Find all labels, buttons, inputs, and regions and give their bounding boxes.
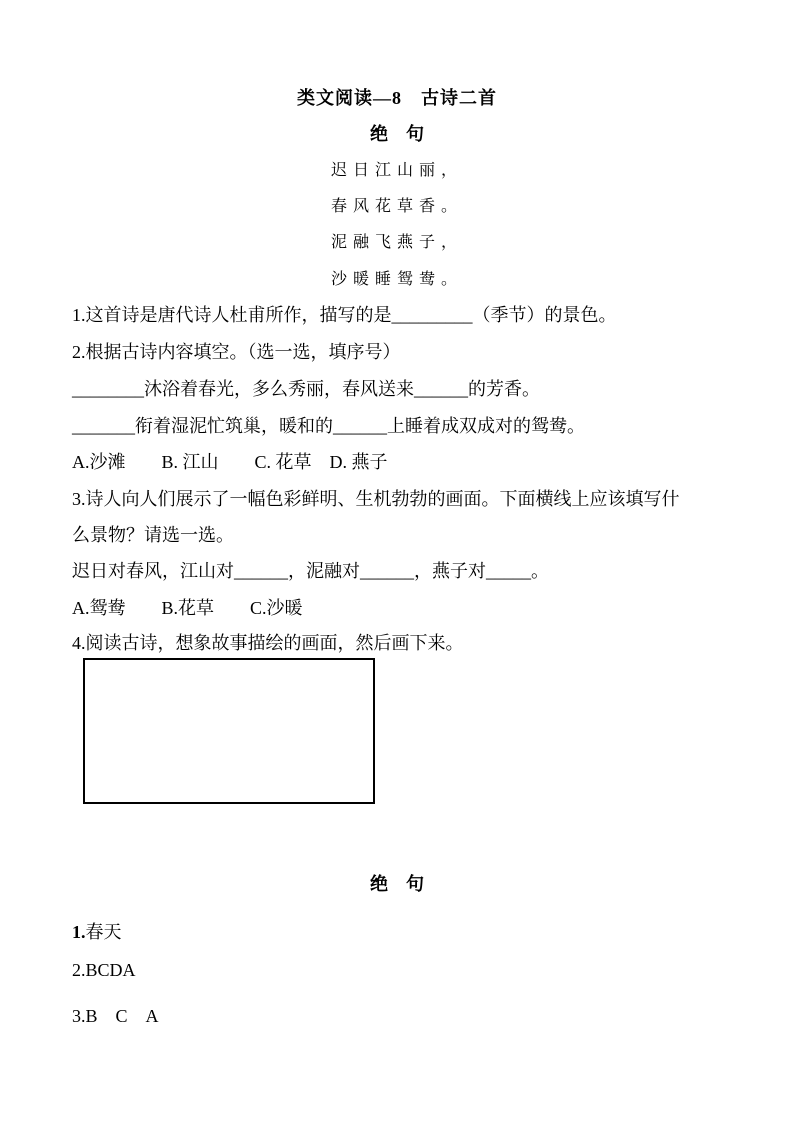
question-2: 2.根据古诗内容填空。（选一选，填序号）: [72, 342, 401, 362]
poem-line-3: 泥融飞燕子，: [330, 234, 464, 251]
answer-2-text: BCDA: [85, 960, 136, 980]
question-2-options: A.沙滩 B. 江山 C. 花草 D. 燕子: [72, 452, 388, 472]
answer-3-text: B C A: [85, 1006, 159, 1026]
poem-line-1: 迟日江山丽，: [330, 162, 464, 179]
answers-section-title: 绝 句: [370, 874, 424, 894]
question-3-line-1: 3.诗人向人们展示了一幅色彩鲜明、生机勃勃的画面。下面横线上应该填写什: [72, 489, 680, 509]
answer-1-number: 1.: [72, 922, 86, 942]
question-4: 4.阅读古诗，想象故事描绘的画面，然后画下来。: [72, 633, 464, 653]
poem-line-4: 沙暖睡鸳鸯。: [330, 271, 464, 288]
question-3-options: A.鸳鸯 B.花草 C.沙暖: [72, 598, 303, 618]
question-2-blank-line-2: _______衔着湿泥忙筑巢，暖和的______上睡着成双成对的鸳鸯。: [72, 416, 585, 436]
answer-3-number: 3.: [72, 1006, 86, 1026]
answer-item-1: [72, 918, 122, 944]
question-3-fill-line: 迟日对春风，江山对______，泥融对______，燕子对_____。: [72, 561, 549, 581]
answer-1-text: 春天: [85, 922, 122, 942]
drawing-box: [83, 658, 375, 804]
question-2-blank-line-1: ________沐浴着春光，多么秀丽，春风送来______的芳香。: [72, 379, 540, 399]
answer-item-2: [72, 960, 136, 981]
document-title: 类文阅读—8 古诗二首: [297, 88, 497, 108]
poem-line-2: 春风花草香。: [330, 198, 464, 215]
poem-title: 绝 句: [370, 124, 424, 144]
answer-2-number: 2.: [72, 960, 86, 980]
answer-item-3: [72, 1002, 159, 1028]
question-1: 1.这首诗是唐代诗人杜甫所作，描写的是_________（季节）的景色。: [72, 305, 617, 325]
question-3-line-2: 么景物？请选一选。: [72, 525, 234, 545]
